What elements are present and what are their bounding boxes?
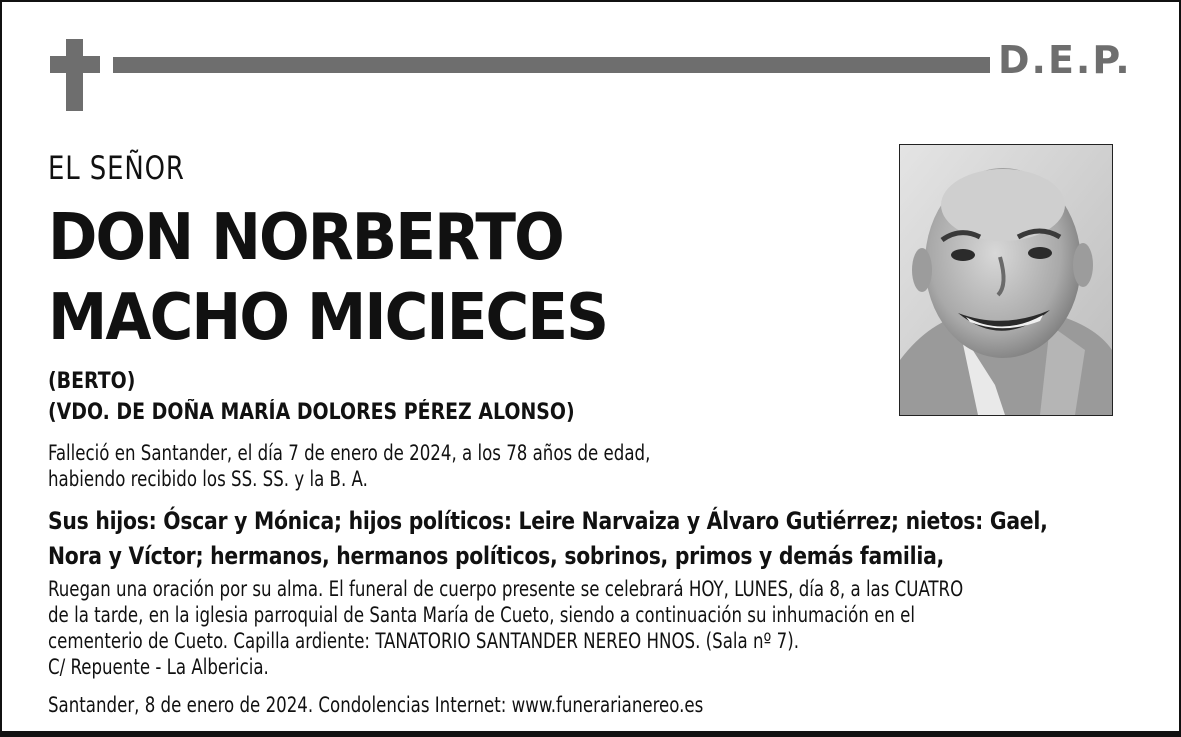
family-line2: Nora y Víctor; hermanos, hermanos políticos, sobrinos, primos y demás familia,: [48, 542, 945, 570]
widower-of: (VDO. DE DOÑA MARÍA DOLORES PÉREZ ALONSO): [48, 400, 575, 425]
footer-text: Santander, 8 de enero de 2024. Condolencias Internet: www.funerarianereo.es: [48, 693, 704, 717]
deceased-photo: [899, 144, 1113, 416]
cross-icon-bar: [50, 56, 100, 73]
honorific-prefix: EL SEÑOR: [48, 149, 185, 187]
cross-icon: [66, 39, 83, 111]
nickname: (BERTO): [48, 369, 136, 394]
service-line3: cementerio de Cueto. Capilla ardiente: TANATORIO SANTANDER NEREO HNOS. (Sala nº 7).: [48, 629, 799, 653]
service-line2: de la tarde, en la iglesia parroquial de Santa María de Cueto, siendo a continuación su inhumación en el: [48, 603, 916, 627]
service-line1: Ruegan una oración por su alma. El funeral de cuerpo presente se celebrará HOY, LUNES, día 8, a las CUATRO: [48, 577, 964, 601]
service-details: [48, 576, 963, 680]
dep-label: D.E.P.: [998, 38, 1132, 82]
death-notice-line1: Falleció en Santander, el día 7 de enero de 2024, a los 78 años de edad,: [48, 441, 651, 465]
deceased-name: [48, 198, 607, 358]
death-notice: [48, 440, 650, 492]
deceased-name-line2: MACHO MICIECES: [48, 281, 608, 355]
death-notice-line2: habiendo recibido los SS. SS. y la B. A.: [48, 467, 368, 491]
family-line1: Sus hijos: Óscar y Mónica; hijos políticos: Leire Narvaiza y Álvaro Gutiérrez; nietos: Gael,: [48, 507, 1048, 535]
deceased-name-line1: DON NORBERTO: [48, 201, 563, 275]
header-rule: [113, 57, 990, 73]
family-list: [48, 504, 1048, 574]
service-line4: C/ Repuente - La Albericia.: [48, 655, 269, 679]
